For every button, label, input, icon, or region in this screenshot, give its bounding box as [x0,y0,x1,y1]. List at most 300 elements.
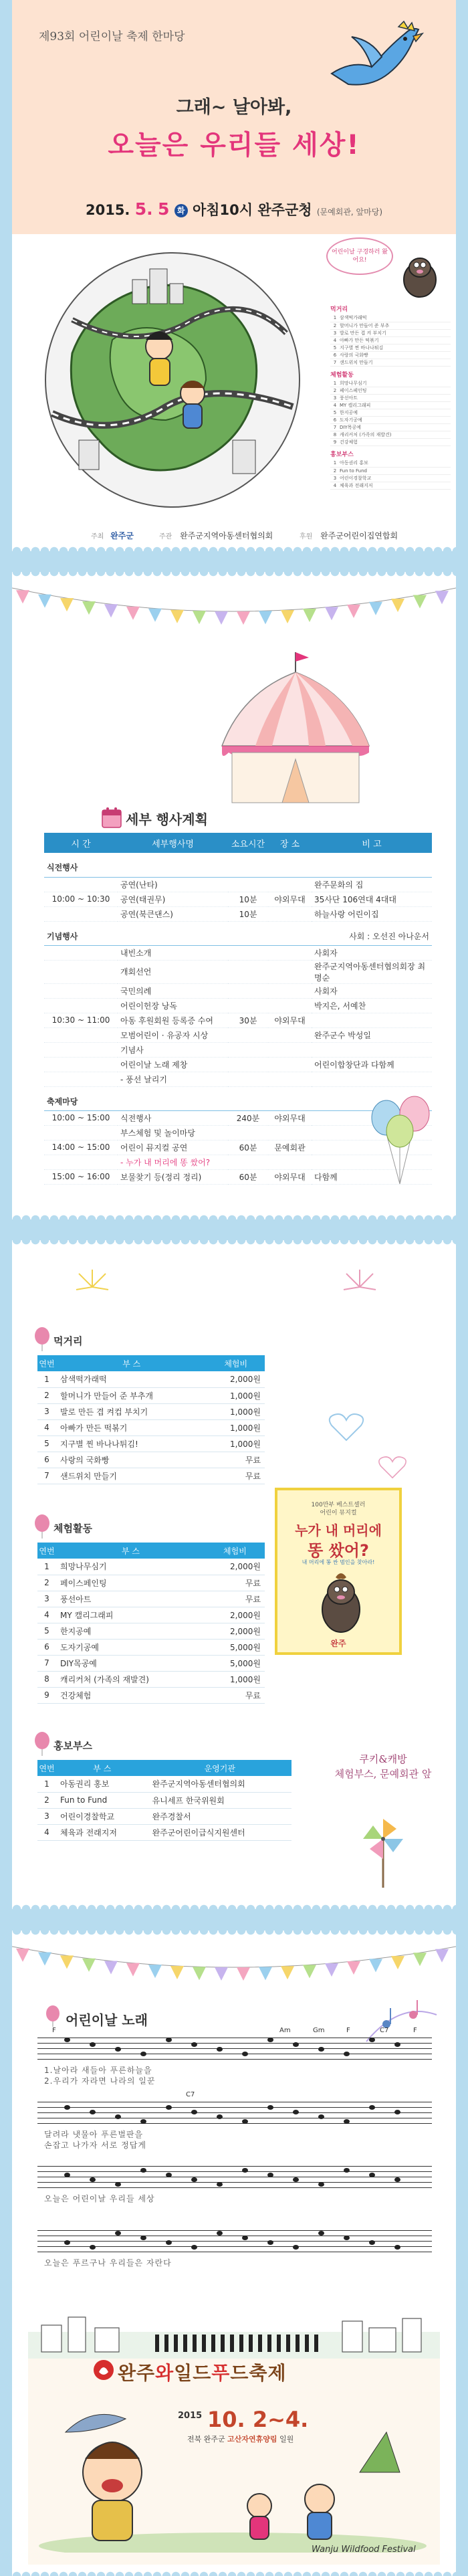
festival-venue: 전북 완주군 고산자연휴양림 일원 [187,2435,294,2444]
mini-food-row [330,336,451,344]
food-value: 무료 [207,1452,265,1468]
schedule-note: 다함께 [312,1169,432,1184]
schedule-row [44,892,432,906]
schedule-row [44,906,432,921]
activity-value: 2,000원 [205,1559,265,1575]
mini-activity-num: 7 [330,424,338,431]
schedule-duration: 240분 [228,1110,268,1125]
schedule-event: 기념사 [118,1042,228,1057]
food-num: 6 [37,1452,56,1468]
schedule-place [268,945,312,960]
organizer-3: 후원 완주군어린이집연합회 [300,531,398,540]
chord-label: F [346,2027,350,2034]
activity-booth: 건강체험 [56,1687,205,1703]
schedule-title: 세부 행사계획 [126,811,208,827]
bunting-flag [60,1955,74,1969]
bunting-flag [193,1967,206,1980]
mini-booth-num: 3 [330,474,338,482]
booth-row [37,1776,291,1792]
mini-activity-label: 희망나무심기 [338,380,451,387]
bunting-flag [303,1965,316,1978]
song-title: 어린이날 노래 [66,2012,148,2028]
activity-booth: 페이스페인팅 [56,1575,205,1591]
chord-label: F [413,2027,417,2034]
mini-activity-num: 2 [330,387,338,395]
music-note [64,2105,70,2110]
date-day: 5 [157,199,170,219]
weekday-badge: 화 [174,204,188,217]
schedule-header-row [44,833,432,853]
food-booth: 할머니가 만들어 준 부추개 [56,1387,207,1403]
bunting-flag [281,1966,294,1979]
music-note [344,2168,350,2173]
lyric-line: 달려라 냇물아 푸른벌판을 [44,2130,144,2139]
schedule-event: 어린이헌장 낭독 [118,998,228,1013]
schedule-time: 10:30 ~ 11:00 [44,1013,118,1027]
bunting-flag [104,604,118,617]
booth-num: 3 [37,1808,56,1824]
bunting-flag [82,601,96,615]
food-col-num: 연번 [37,1355,56,1371]
music-note [191,2042,197,2047]
handwritten-note [326,1752,440,1781]
schedule-row [44,998,432,1013]
bunting-flag [413,1953,427,1966]
scallop-edge [12,1210,456,1219]
schedule-note: 하늘사랑 어린이집 [312,906,432,921]
col-duration: 소요시간 [228,833,268,853]
schedule-time [44,877,118,892]
food-row [37,1371,265,1387]
schedule-section-note: 사회 : 오선진 아나운서 [312,921,432,945]
staff-line [37,2166,432,2167]
schedule-event: 모범어린이 · 유공자 시상 [118,1027,228,1042]
poster-line-1: 100만부 베스트셀러 [311,1502,366,1508]
mini-food-row [330,344,451,351]
music-note [166,2105,172,2110]
bunting-flag [303,609,316,622]
food-value: 무료 [207,1468,265,1484]
activity-row [37,1671,265,1687]
music-note [242,2236,248,2240]
mini-activity-label: 도자기공예 [338,417,451,424]
activity-col-booth: 부 스 [56,1543,205,1559]
activity-booth: 도자기공예 [56,1639,205,1655]
bunting-flag [16,590,29,603]
mini-booth-row [330,467,451,474]
music-note [242,2052,248,2056]
schedule-duration: 60분 [228,1169,268,1184]
music-note [267,2105,273,2110]
wanju-logo-text: 완주군 [110,531,134,540]
mini-booth-label: Fun to Fund [338,467,451,474]
music-note [394,2245,400,2250]
bunting-flag [60,598,74,611]
staff-line [37,2123,432,2124]
music-note [217,2114,223,2119]
bunting-flag [325,1963,338,1977]
music-staff [37,2038,432,2060]
food-title: 먹거리 [53,1335,83,1347]
bunting-flag [170,610,184,623]
booth-table [37,1760,291,1841]
staff-line [37,2112,432,2113]
schedule-duration [228,1155,268,1169]
bunting-flag [259,1967,272,1980]
bunting-flag [347,605,360,618]
handnote-line-1: 쿠키&캐방 [359,1753,407,1765]
bunting-flag [281,610,294,623]
mini-activity-row [330,431,451,439]
activity-num: 3 [37,1591,56,1607]
activity-row [37,1607,265,1623]
mini-section-activity: 체험활동 [330,371,354,379]
schedule-time [44,1027,118,1042]
mini-activity-label: 페이스페인팅 [338,387,451,395]
mini-booth-num: 1 [330,460,338,467]
schedule-row [44,960,432,983]
mini-activity-num: 1 [330,380,338,387]
headline-line-1: 그래~ 날아봐, [176,97,292,118]
chord-label: Gm [313,2027,325,2034]
activity-header-row [37,1543,265,1559]
mini-activity-label: 한지공예 [338,409,451,417]
scallop-edge [12,1900,456,1909]
schedule-duration [228,983,268,998]
mini-booth-row [330,460,451,467]
schedule-place [268,1042,312,1057]
mole-illustration [314,1569,368,1636]
food-header-row [37,1355,265,1371]
schedule-time [44,1057,118,1072]
food-num: 7 [37,1468,56,1484]
schedule-time [44,983,118,998]
music-note [242,2168,248,2173]
music-note [369,2038,375,2042]
schedule-time [44,906,118,921]
activity-value: 5,000원 [205,1639,265,1655]
lyric-line: 2.우리가 자라면 나라의 일꾼 [44,2076,156,2086]
schedule-note [312,1042,432,1057]
mini-food-num: 7 [330,359,338,366]
balloon-icon [32,1732,52,1756]
food-booth: 발로 만든 겹 켜컵 부치기 [56,1403,207,1419]
mini-booth-num: 2 [330,467,338,474]
mini-food-num: 4 [330,336,338,344]
music-note [90,2245,96,2250]
schedule-note: 어린이합창단과 다함께 [312,1057,432,1072]
activity-row [37,1591,265,1607]
mini-food-label: 샌드위치 만들기 [338,359,451,366]
booth-value: 완주군어린이급식지원센터 [148,1824,291,1840]
mini-food-label: 사랑의 국화빵 [338,351,451,359]
activity-value: 1,000원 [205,1671,265,1687]
mini-activity-label: 풍선아트 [338,395,451,402]
music-note [267,2240,273,2245]
schedule-row [44,1013,432,1027]
date-year: 2015. [85,202,130,218]
schedule-duration: 30분 [228,1013,268,1027]
event-dateline [12,199,456,219]
organizer-1: 주최 완주군 [91,531,134,540]
balloon-icon [32,1514,52,1539]
food-value: 1,000원 [207,1435,265,1452]
speech-bubble: 어린이날 구경하러 왔어요! [326,237,393,275]
staff-line [37,2048,432,2049]
schedule-duration [228,960,268,983]
mini-food-row [330,329,451,336]
festival-year: 2015 [178,2411,203,2421]
wildfood-logo-icon [92,2359,115,2381]
activity-num: 9 [37,1687,56,1703]
bunting-flag [170,1966,184,1979]
music-note [369,2105,375,2110]
schedule-row [44,877,432,892]
mini-activity-row [330,417,451,424]
mini-activity-num: 3 [330,395,338,402]
bunting-flag [369,602,382,615]
schedule-note: 완주문화의 집 [312,877,432,892]
schedule-place [268,877,312,892]
food-row [37,1403,265,1419]
music-note [242,2119,248,2124]
schedule-time [44,1155,118,1169]
booth-value: 완주군지역아동센터협의회 [148,1776,291,1792]
music-note [140,2236,146,2240]
poster-sub: 내 머리에 똥 싼 범인을 찾아라! [302,1559,375,1565]
activity-value: 무료 [205,1687,265,1703]
staff-line [37,2043,432,2044]
booth-num: 1 [37,1776,56,1792]
schedule-note: 완주군지역아동센터협의회장 최명순 [312,960,432,983]
mini-food-label: 삼색떡가래떡 [338,314,451,322]
music-note [369,2173,375,2177]
schedule-time: 10:00 ~ 15:00 [44,1110,118,1125]
schedule-section-spacer [268,853,312,877]
music-note [140,2168,146,2173]
lyric-line: 손잡고 나가자 서로 정답게 [44,2141,146,2150]
schedule-duration [228,998,268,1013]
booth-booth: 아동권리 홍보 [56,1776,148,1792]
organizer-2: 주관 완주군지역아동센터협의회 [159,531,273,540]
mini-table-activity [330,380,451,447]
bunting-flag [16,1949,29,1962]
schedule-duration [228,1027,268,1042]
staff-line [37,2171,432,2172]
schedule-note [312,1072,432,1086]
food-value: 1,000원 [207,1419,265,1435]
activity-booth: 희망나무심기 [56,1559,205,1575]
music-note [115,2047,121,2052]
chord-label: Am [279,2027,291,2034]
schedule-place [268,1155,312,1169]
mini-food-num: 1 [330,314,338,322]
music-note [64,2173,70,2177]
music-note [115,2231,121,2236]
staff-line [37,2187,432,2188]
mini-activity-num: 5 [330,409,338,417]
schedule-section-name: 기념행사 [44,921,268,945]
mini-booth-label: 어린이경찰학교 [338,474,451,482]
schedule-event: 공연(태권무) [118,892,228,906]
schedule-duration: 10분 [228,906,268,921]
music-note [344,2119,350,2124]
mini-booth-label: 아동권리 홍보 [338,460,451,467]
schedule-event: 내빈소개 [118,945,228,960]
food-booth: 아빠가 만든 떡볶기 [56,1419,207,1435]
mini-food-num: 5 [330,344,338,351]
schedule-row [44,1042,432,1057]
schedule-event: 식전행사 [118,1110,228,1125]
schedule-event: 공연(북큰댄스) [118,906,228,921]
activity-row [37,1623,265,1639]
schedule-section-row [44,853,432,877]
food-value: 1,000원 [207,1387,265,1403]
music-note [115,2182,121,2187]
schedule-note: 박지은, 서예찬 [312,998,432,1013]
col-event: 세부행사명 [118,833,228,853]
food-row [37,1435,265,1452]
schedule-time [44,945,118,960]
schedule-note: 사회자 [312,945,432,960]
bunting-flag [215,1967,228,1981]
activity-row [37,1575,265,1591]
schedule-event: 개회선언 [118,960,228,983]
activity-title: 체험활동 [53,1522,92,1534]
activity-num: 5 [37,1623,56,1639]
activity-num: 8 [37,1671,56,1687]
music-note [293,2245,299,2250]
booth-booth: Fun to Fund [56,1792,148,1808]
booth-value: 완주경찰서 [148,1808,291,1824]
activity-num: 2 [37,1575,56,1591]
balloons-illustration [360,1094,440,1187]
schedule-panel [12,572,456,1219]
activity-num: 1 [37,1559,56,1575]
schedule-event: 공연(난타) [118,877,228,892]
schedule-duration: 10분 [228,892,268,906]
staff-line [37,2230,432,2231]
mini-food-label: 발로 만든 겹 켜 부치기 [338,329,451,336]
schedule-time [44,998,118,1013]
bunting-flag [148,609,162,622]
schedule-note: 35사단 106연대 4대대 [312,892,432,906]
staff-line [37,2182,432,2183]
booth-title: 홍보부스 [53,1740,92,1752]
balloon-icon [32,1327,52,1351]
festival-date: 10. 2~4. [207,2407,309,2432]
music-note [394,2177,400,2182]
music-note [293,2177,299,2182]
mini-activity-row [330,387,451,395]
activity-value: 5,000원 [205,1655,265,1671]
booth-booth: 어린이경찰학교 [56,1808,148,1824]
food-row [37,1419,265,1435]
schedule-row [44,1072,432,1086]
mini-activity-num: 8 [330,431,338,439]
mini-activity-label: MY 캘리그래피 [338,402,451,409]
schedule-place [268,1072,312,1086]
bunting-decoration [12,581,456,641]
edition-label: 제93회 어린이날 축제 한마당 [39,30,185,43]
music-note [140,2052,146,2056]
festival-characters-illustration [39,2392,427,2553]
mini-table-food [330,314,451,367]
music-staff [37,2102,432,2124]
music-note [318,2114,324,2119]
activity-col-fee: 체험비 [205,1543,265,1559]
staff-line [37,2246,432,2247]
food-num: 3 [37,1403,56,1419]
activity-value: 2,000원 [205,1607,265,1623]
schedule-row [44,1057,432,1072]
mini-activity-num: 4 [330,402,338,409]
bluebird-illustration [325,20,425,100]
balloon-icon [43,2005,63,2027]
mini-booth-row [330,482,451,489]
food-col-booth: 부 스 [56,1355,207,1371]
mini-food-row [330,314,451,322]
schedule-section-spacer [268,921,312,945]
activity-num: 6 [37,1639,56,1655]
schedule-place: 야외무대 [268,1013,312,1027]
activity-value: 무료 [205,1575,265,1591]
music-note [217,2231,223,2236]
booth-booth: 체육과 전래지저 [56,1824,148,1840]
firework-decoration [12,1267,456,1307]
schedule-place [268,983,312,998]
music-staff [37,2166,432,2189]
activity-booth: 한지공예 [56,1623,205,1639]
town-skyline-illustration [28,2305,440,2359]
bunting-flag [435,591,449,604]
schedule-event: 어린이 뮤지컬 공연 [118,1140,228,1155]
schedule-place: 야외무대 [268,892,312,906]
music-note [344,2236,350,2240]
circus-tent-illustration [215,652,376,806]
activity-value: 2,000원 [205,1623,265,1639]
booth-row [37,1808,291,1824]
bunting-flag [148,1965,162,1978]
music-note [217,2182,223,2187]
activity-row [37,1639,265,1655]
schedule-place: 야외무대 [268,1110,312,1125]
bunting-flag [38,1952,51,1965]
activity-booth: MY 캘리그래피 [56,1607,205,1623]
bunting-flag [391,1956,404,1969]
music-note [90,2042,96,2047]
activity-booth: 풍선아트 [56,1591,205,1607]
activity-booth: 캐리커처 (가족의 재발견) [56,1671,205,1687]
food-num: 2 [37,1387,56,1403]
mini-activity-label: 캐리커처 (가족의 재발견) [338,431,451,439]
food-num: 5 [37,1435,56,1452]
music-note [191,2177,197,2182]
chord-label: F [52,2027,56,2034]
mini-activity-row [330,424,451,431]
food-row [37,1387,265,1403]
mini-booth-num: 4 [330,482,338,489]
music-note [166,2173,172,2177]
activity-row [37,1687,265,1703]
schedule-duration [228,1072,268,1086]
booth-num: 4 [37,1824,56,1840]
lyric-line: 오늘은 푸르구나 우리들은 자란다 [44,2258,172,2268]
schedule-section-name: 식전행사 [44,853,268,877]
schedule-event: - 누가 내 머리에 똥 쌌어? [118,1155,228,1169]
mini-food-label: 지구별 찐 바나나튀김 [338,344,451,351]
scallop-edge [12,2567,456,2576]
